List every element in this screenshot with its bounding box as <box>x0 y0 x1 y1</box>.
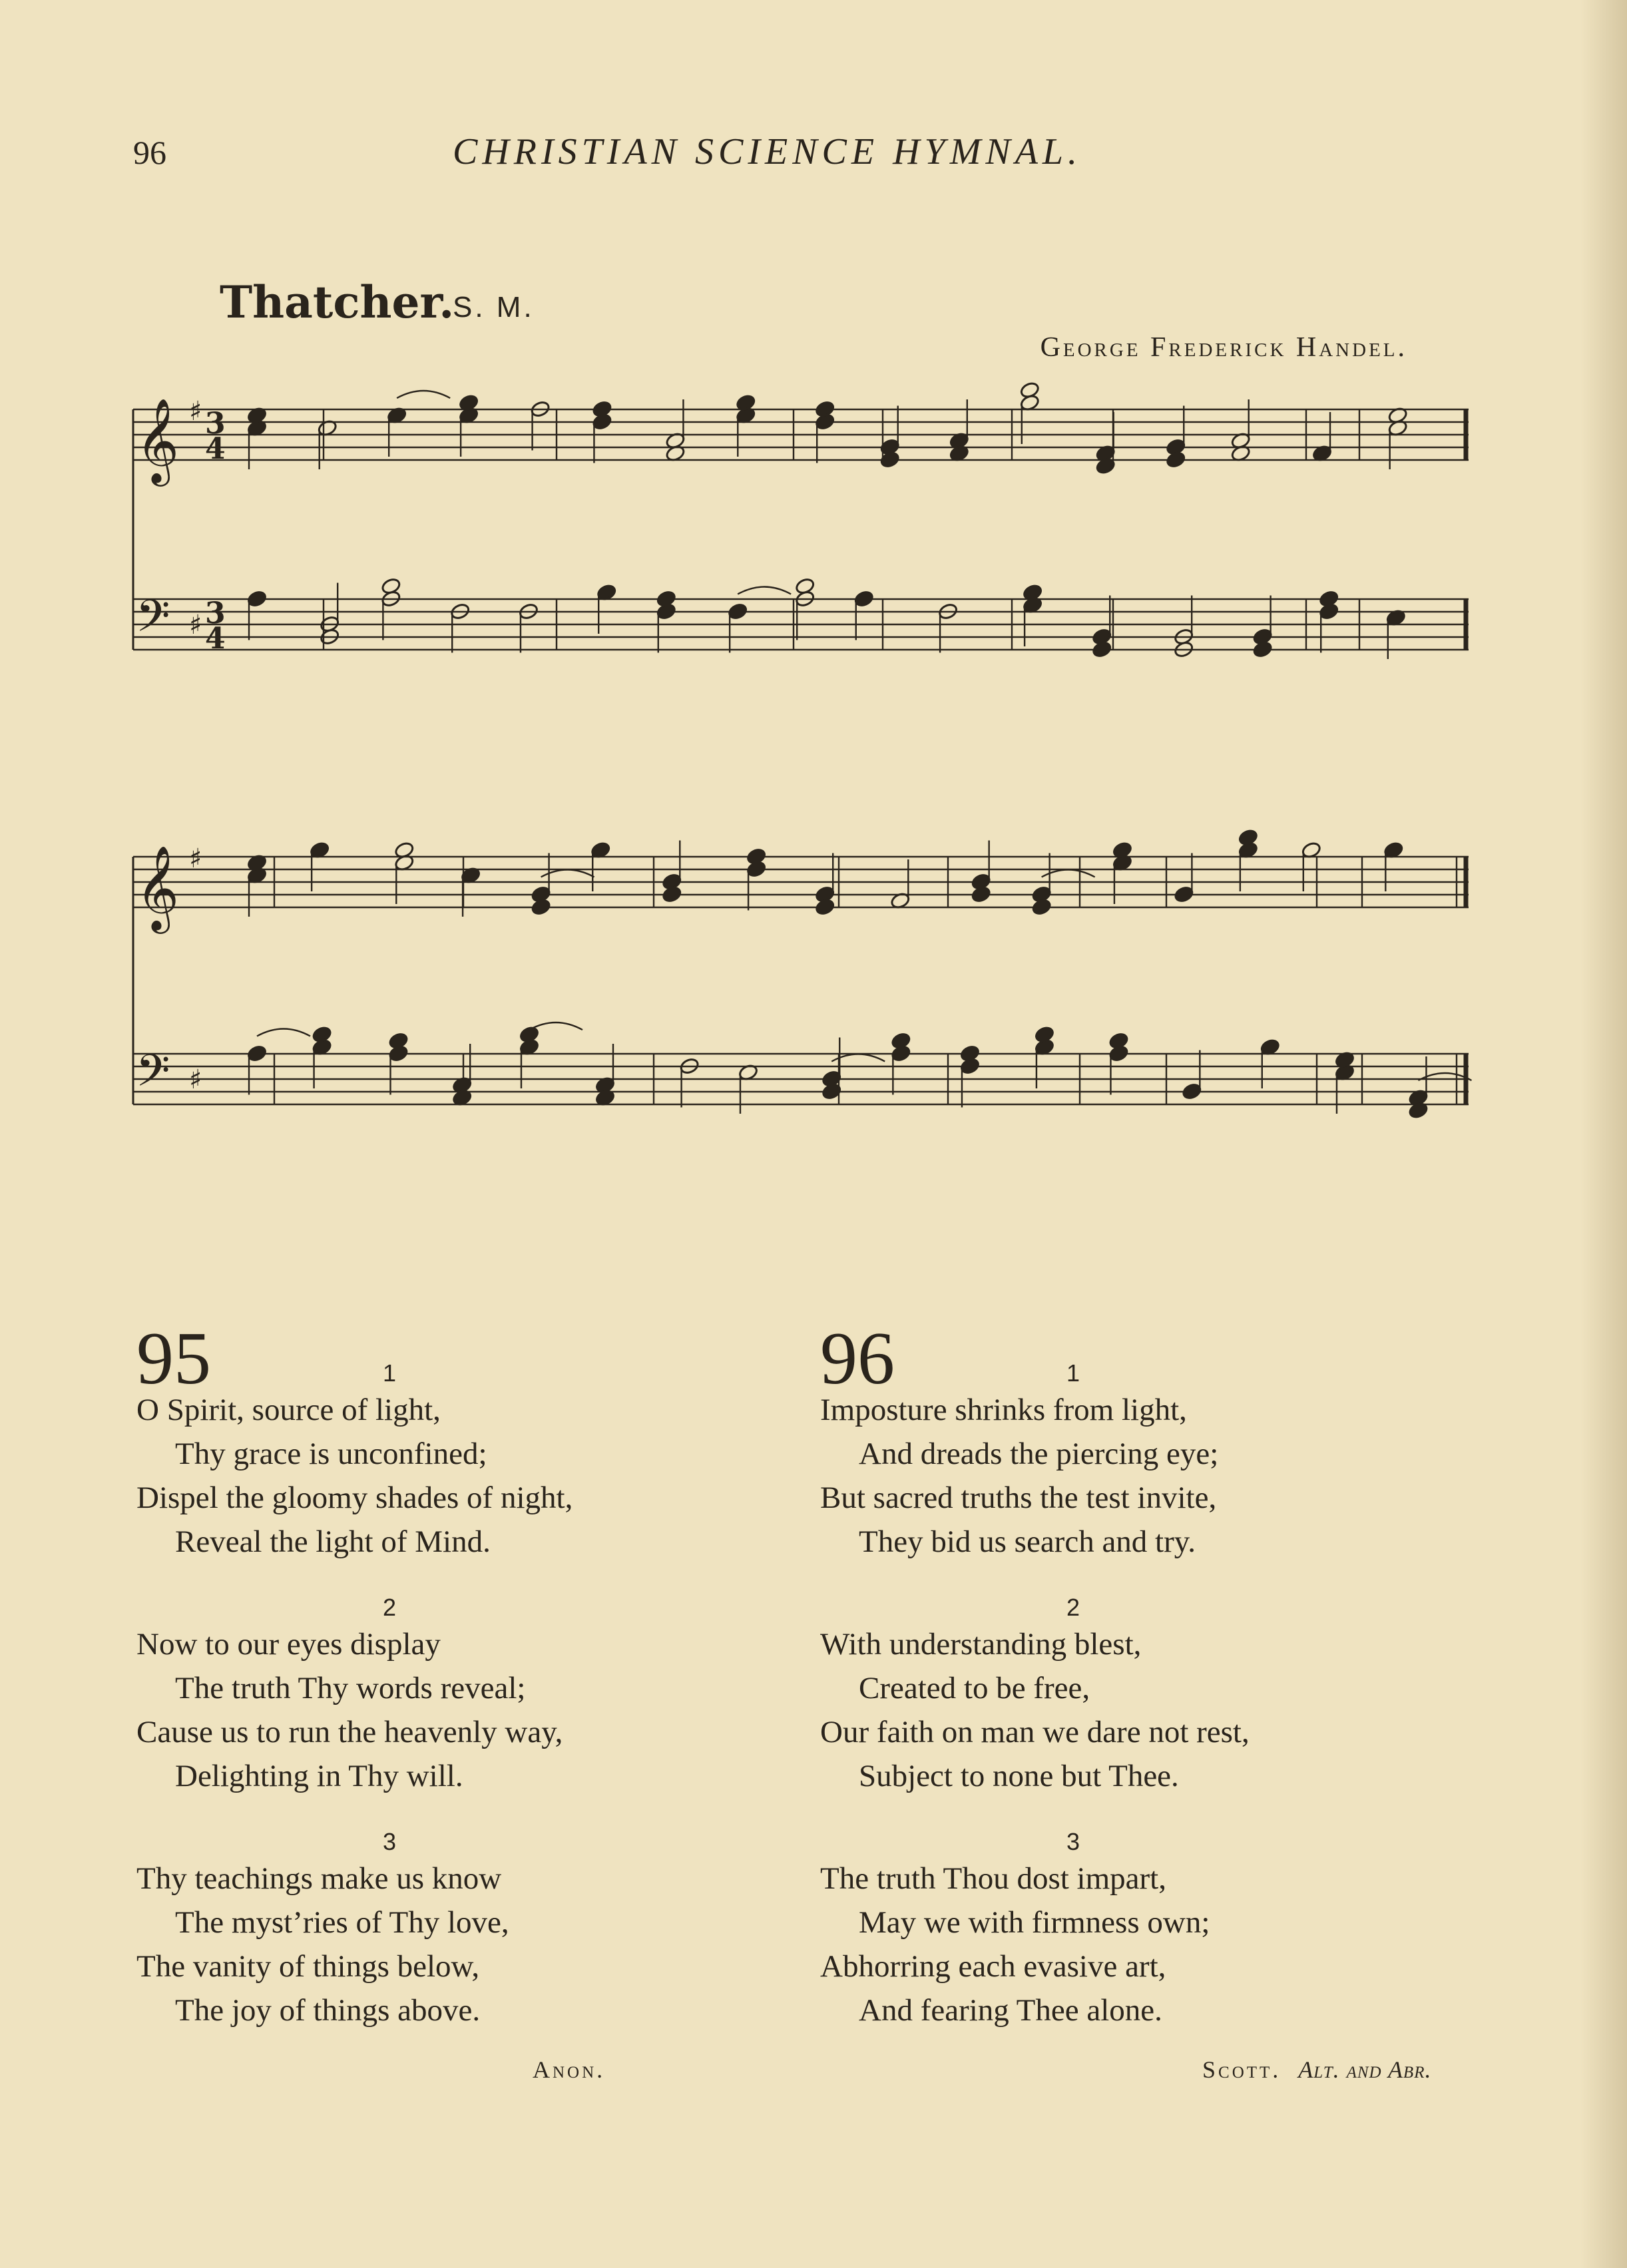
composer: George Frederick Handel. <box>1040 332 1407 363</box>
note <box>381 577 401 595</box>
verse-line: Created to be free, <box>859 1671 1090 1705</box>
verse-line: Thy teachings make us know <box>136 1861 502 1896</box>
note <box>815 898 835 916</box>
note <box>1031 898 1052 916</box>
note <box>959 1044 980 1062</box>
stanza <box>136 1827 736 2032</box>
time-signature: 3 <box>205 596 226 630</box>
hymn-96 <box>820 1317 1493 2062</box>
stanza <box>820 1359 1493 1564</box>
note <box>795 577 815 595</box>
note <box>531 898 551 916</box>
verse-line: Delighting in Thy will. <box>175 1759 463 1793</box>
note <box>656 590 676 608</box>
verse-line: Our faith on man we dare not rest, <box>820 1715 1250 1749</box>
stanza <box>136 1593 736 1798</box>
note <box>1092 640 1112 658</box>
verse-line: Abhorring each evasive art, <box>820 1949 1166 1984</box>
note <box>815 400 835 418</box>
verse-line: O Spirit, source of light, <box>136 1393 441 1427</box>
verse-line: The truth Thy words reveal; <box>175 1671 526 1705</box>
verse-line: Subject to none but Thee. <box>859 1759 1179 1793</box>
verse-line: They bid us search and try. <box>859 1524 1196 1559</box>
slur <box>738 587 791 594</box>
author-name: Scott. <box>1202 2056 1281 2083</box>
verse-line: Thy grace is unconfined; <box>175 1437 487 1471</box>
verse-line: And dreads the piercing eye; <box>859 1437 1219 1471</box>
stanza <box>820 1593 1493 1798</box>
hymn-95 <box>136 1317 736 2062</box>
stanza <box>820 1827 1493 2032</box>
sharp-sign: ♯ <box>189 843 202 874</box>
note <box>388 1032 409 1050</box>
verse-line: The joy of things above. <box>175 1993 481 2028</box>
note <box>519 1025 539 1043</box>
stanza-number: 3 <box>382 1828 397 1855</box>
music-system-1 <box>130 373 1475 732</box>
note <box>746 847 767 865</box>
hymn-number: 96 <box>820 1317 895 1400</box>
page-number: 96 <box>133 134 166 171</box>
note <box>1319 590 1339 608</box>
page-edge-shadow <box>1580 0 1627 2268</box>
verse-line: Dispel the gloomy shades of night, <box>136 1480 573 1515</box>
music-system-2 <box>130 809 1475 1182</box>
verse-line: But sacred truths the test invite, <box>820 1480 1217 1515</box>
note <box>1238 828 1258 846</box>
verse-line: Reveal the light of Mind. <box>175 1524 491 1559</box>
verse-line: With understanding blest, <box>820 1627 1142 1662</box>
hymn-96-author <box>1202 2056 1431 2084</box>
verse-line: The vanity of things below, <box>136 1949 480 1984</box>
verse-line: Cause us to run the heavenly way, <box>136 1715 563 1749</box>
running-head: CHRISTIAN SCIENCE HYMNAL. <box>453 131 1082 172</box>
time-signature: 3 <box>205 407 226 441</box>
music-notation <box>130 809 1475 1182</box>
hymn-number: 95 <box>136 1317 211 1400</box>
tune-meter: S. M. <box>453 291 535 324</box>
author-note: Alt. and Abr. <box>1298 2056 1432 2083</box>
slur <box>529 1022 582 1030</box>
stanza <box>136 1359 736 1564</box>
note <box>1034 1025 1054 1043</box>
bass-clef: 𝄢 <box>136 1045 170 1107</box>
time-signature: 4 <box>205 432 226 466</box>
note <box>662 885 682 903</box>
note <box>971 885 991 903</box>
stanza-number: 3 <box>1066 1828 1080 1855</box>
treble-clef: 𝄞 <box>136 397 180 483</box>
note <box>1166 451 1186 469</box>
tune-name: Thatcher. <box>220 276 455 328</box>
verse-line: And fearing Thee alone. <box>859 1993 1162 2028</box>
time-signature: 4 <box>205 622 226 656</box>
stanza-number: 2 <box>1066 1594 1080 1621</box>
note <box>312 1025 332 1043</box>
stanza-number: 1 <box>382 1359 397 1387</box>
sharp-sign: ♯ <box>189 610 202 640</box>
sharp-sign: ♯ <box>189 1064 202 1095</box>
verse-line: May we with firmness own; <box>859 1905 1210 1940</box>
note <box>1019 381 1040 399</box>
stanza-number: 1 <box>1066 1359 1080 1387</box>
stanza-number: 2 <box>382 1594 397 1621</box>
verse-line: The myst’ries of Thy love, <box>175 1905 509 1940</box>
music-notation <box>130 373 1475 732</box>
verse-line: Imposture shrinks from light, <box>820 1393 1187 1427</box>
slur <box>397 391 450 398</box>
sharp-sign: ♯ <box>189 396 202 427</box>
note <box>592 400 612 418</box>
note <box>1108 1032 1129 1050</box>
treble-clef: 𝄞 <box>136 845 180 930</box>
note <box>891 1032 911 1050</box>
verse-line: Now to our eyes display <box>136 1627 441 1662</box>
verse-line: The truth Thou dost impart, <box>820 1861 1166 1896</box>
hymn-95-author: Anon. <box>533 2056 606 2083</box>
slur <box>257 1029 310 1036</box>
note <box>1252 640 1273 658</box>
bass-clef: 𝄢 <box>136 590 170 652</box>
